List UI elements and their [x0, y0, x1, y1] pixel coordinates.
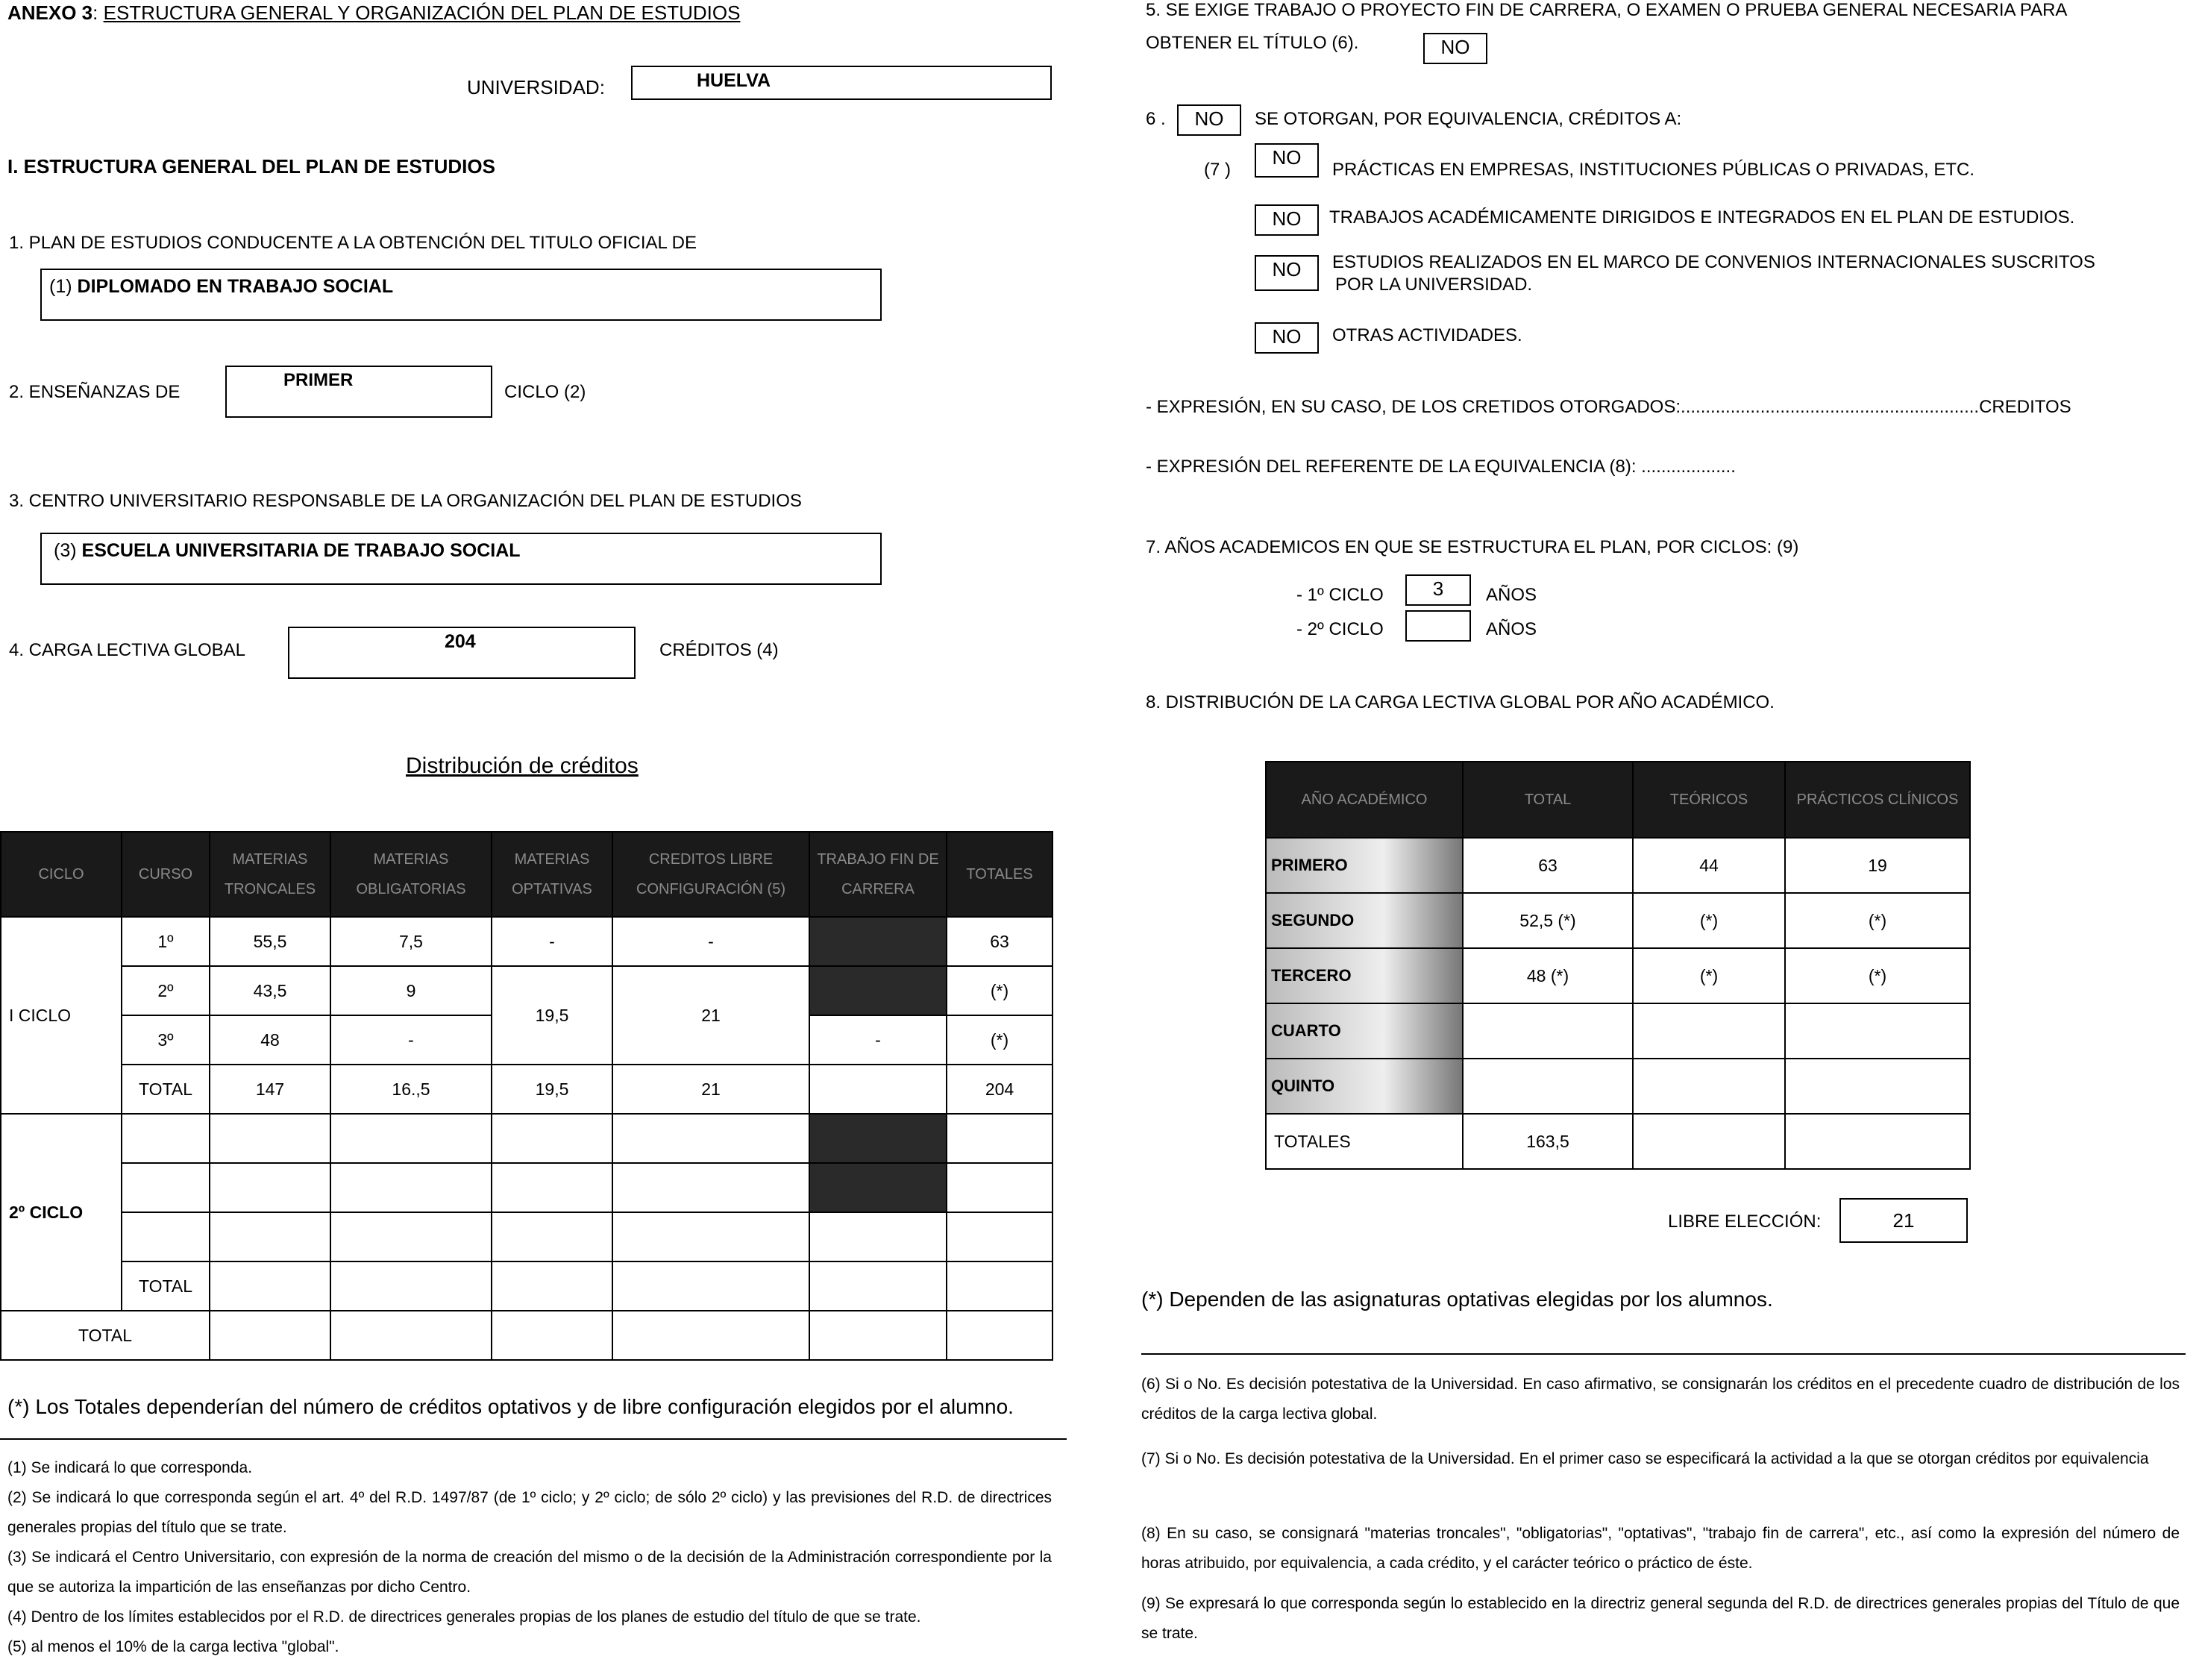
- cell-obligatorias: 9: [330, 966, 492, 1015]
- university-field: [631, 66, 1052, 100]
- cycle2-years-field: [1405, 610, 1471, 642]
- cycle1-years-unit: AÑOS: [1486, 585, 1537, 605]
- cycle-value: PRIMER: [283, 370, 354, 390]
- item5-line1: 5. SE EXIGE TRABAJO O PROYECTO FIN DE CARRERA, O EXAMEN O PRUEBA GENERAL NECESARIA PARA: [1146, 0, 2068, 20]
- left-divider: [0, 1438, 1067, 1440]
- cell-optativas: -: [492, 917, 612, 966]
- ciclo1-label: I CICLO: [1, 917, 122, 1114]
- table-row: [1266, 1114, 1970, 1169]
- cell-troncales: 48: [210, 1015, 330, 1065]
- center-value: ESCUELA UNIVERSITARIA DE TRABAJO SOCIAL: [81, 540, 521, 561]
- footnote-3: (3) Se indicará el Centro Universitario, con expresión de la norma de creación del mismo o de la decisión de la Administración correspondiente por la que se autoriza la impartición de las enseñanzas por dicho Centro.: [7, 1549, 1052, 1596]
- cell-total: 204: [947, 1065, 1053, 1114]
- cell-curso: 3º: [122, 1015, 210, 1065]
- item6-ref: (7 ): [1204, 160, 1231, 180]
- footnote-8: (8) En su caso, se consignará "materias troncales", "obligatorias", "optativas", "trabajo fin de carrera", etc., así como la expresión del número de horas atribuido, por equivalencia, a cada crédito, y el carácter teórico o práctico de éste.: [1141, 1525, 2180, 1572]
- year-theoretical: (*): [1633, 948, 1785, 1003]
- item3-label: 3. CENTRO UNIVERSITARIO RESPONSABLE DE LA ORGANIZACIÓN DEL PLAN DE ESTUDIOS: [9, 491, 802, 511]
- year-header-row: [1266, 762, 1970, 838]
- credits-header-row: [1, 832, 1053, 917]
- item5-field: NO: [1423, 33, 1487, 64]
- annex-title: ESTRUCTURA GENERAL Y ORGANIZACIÓN DEL PLAN DE ESTUDIOS: [103, 1, 741, 24]
- left-note: (*) Los Totales dependerían del número de créditos optativos y de libre configuración elegidos por el alumno.: [7, 1395, 1014, 1418]
- footnote-4: (4) Dentro de los límites establecidos por el R.D. de directrices generales propias de los planes de estudio del título de que se trate.: [7, 1608, 921, 1626]
- free-choice-label: LIBRE ELECCIÓN:: [1668, 1212, 1822, 1232]
- cycle1-years-field: 3: [1405, 574, 1471, 606]
- item1-label: 1. PLAN DE ESTUDIOS CONDUCENTE A LA OBTENCIÓN DEL TITULO OFICIAL DE: [9, 233, 697, 253]
- cycle2-label: - 2º CICLO: [1296, 619, 1384, 639]
- table-row: [1, 966, 1053, 1015]
- cell-empty: [809, 1065, 947, 1114]
- header-total: TOTAL: [1463, 762, 1633, 838]
- table-row: [1, 1261, 1053, 1311]
- cell-curso-total: TOTAL: [122, 1065, 210, 1114]
- header-curso: CURSO: [122, 832, 210, 917]
- right-note: (*) Dependen de las asignaturas optativas elegidas por los alumnos.: [1141, 1288, 1773, 1311]
- footnote-9: (9) Se expresará lo que corresponda según lo establecido en la directriz general segunda del R.D. de directrices generales propias del Título de que se trate.: [1141, 1595, 2180, 1642]
- grand-total-label: TOTAL: [1, 1311, 210, 1360]
- footnote-6: (6) Si o No. Es decisión potestativa de la Universidad. En caso afirmativo, se consignarán los créditos en el precedente cuadro de distribución de los créditos de la carga lectiva global.: [1141, 1376, 2180, 1423]
- table-row: [1266, 1059, 1970, 1114]
- ciclo2-total-label: TOTAL: [122, 1261, 210, 1311]
- cell-trabajo-fin: -: [809, 1015, 947, 1065]
- cycle-field: [225, 366, 492, 418]
- header-academic-year: AÑO ACADÉMICO: [1266, 762, 1463, 838]
- table-row: [1266, 1003, 1970, 1059]
- intl-studies-line2: POR LA UNIVERSIDAD.: [1335, 275, 1533, 295]
- degree-title-field: [40, 269, 882, 321]
- global-load-field: [288, 627, 636, 679]
- header-theoretical: TEÓRICOS: [1633, 762, 1785, 838]
- cell-curso: 1º: [122, 917, 210, 966]
- distribution-title: Distribución de créditos: [406, 753, 639, 778]
- table-row: [1266, 948, 1970, 1003]
- table-row: [1, 1114, 1053, 1163]
- totals-label: TOTALES: [1266, 1114, 1463, 1169]
- item4-suffix: CRÉDITOS (4): [659, 640, 779, 660]
- cell-troncales: 43,5: [210, 966, 330, 1015]
- year-practical: 19: [1785, 838, 1970, 893]
- credits-expression: - EXPRESIÓN, EN SU CASO, DE LOS CRETIDOS OTORGADOS:............................................................CREDITOS: [1146, 397, 2071, 417]
- cell-libre: 21: [612, 1065, 809, 1114]
- year-distribution-table: [1265, 761, 1971, 1170]
- item6-field: NO: [1177, 104, 1241, 136]
- table-row: [1, 1065, 1053, 1114]
- year-total: 52,5 (*): [1463, 893, 1633, 948]
- year-label: CUARTO: [1266, 1003, 1463, 1059]
- table-row: [1, 917, 1053, 966]
- intl-studies-field: NO: [1255, 255, 1319, 291]
- totals-value: 163,5: [1463, 1114, 1633, 1169]
- item4-label: 4. CARGA LECTIVA GLOBAL: [9, 640, 246, 660]
- ciclo2-label: 2º CICLO: [1, 1114, 122, 1311]
- cell-troncales: 147: [210, 1065, 330, 1114]
- header-ciclo: CICLO: [1, 832, 122, 917]
- header-optativas: MATERIAS OPTATIVAS: [492, 832, 612, 917]
- university-value: HUELVA: [697, 70, 771, 91]
- header-practical: PRÁCTICOS CLÍNICOS: [1785, 762, 1970, 838]
- year-total: 48 (*): [1463, 948, 1633, 1003]
- cell-shaded: [809, 966, 947, 1015]
- cell-shaded: [809, 917, 947, 966]
- table-row: [1266, 838, 1970, 893]
- year-label: PRIMERO: [1266, 838, 1463, 893]
- cell-obligatorias: 7,5: [330, 917, 492, 966]
- free-choice-field: 21: [1839, 1198, 1968, 1243]
- table-row: [1, 1163, 1053, 1212]
- year-practical: (*): [1785, 948, 1970, 1003]
- item2-label: 2. ENSEÑANZAS DE: [9, 382, 181, 402]
- cell-libre: -: [612, 917, 809, 966]
- year-theoretical: [1633, 1003, 1785, 1059]
- credits-table: [0, 831, 1053, 1361]
- table-row: [1266, 893, 1970, 948]
- practices-text: PRÁCTICAS EN EMPRESAS, INSTITUCIONES PÚBLICAS O PRIVADAS, ETC.: [1332, 160, 1975, 180]
- item5-line2: OBTENER EL TÍTULO (6).: [1146, 33, 1359, 53]
- table-row: [1, 1311, 1053, 1360]
- intl-studies-line1: ESTUDIOS REALIZADOS EN EL MARCO DE CONVENIOS INTERNACIONALES SUSCRITOS: [1332, 252, 2095, 272]
- footnote-5: (5) al menos el 10% de la carga lectiva "global".: [7, 1638, 339, 1655]
- year-label: SEGUNDO: [1266, 893, 1463, 948]
- global-load-value: 204: [445, 631, 476, 652]
- university-label: UNIVERSIDAD:: [467, 76, 605, 98]
- year-practical: (*): [1785, 893, 1970, 948]
- cell-shaded: [809, 1114, 947, 1163]
- cell-obligatorias: 16.,5: [330, 1065, 492, 1114]
- directed-work-text: TRABAJOS ACADÉMICAMENTE DIRIGIDOS E INTEGRADOS EN EL PLAN DE ESTUDIOS.: [1329, 207, 2075, 228]
- header-obligatorias: MATERIAS OBLIGATORIAS: [330, 832, 492, 917]
- cell-troncales: 55,5: [210, 917, 330, 966]
- cell-total: 63: [947, 917, 1053, 966]
- item6-num: 6 .: [1146, 109, 1166, 129]
- annex-label: ANEXO 3: [7, 1, 93, 24]
- year-label: QUINTO: [1266, 1059, 1463, 1114]
- footnote-7: (7) Si o No. Es decisión potestativa de la Universidad. En el primer caso se especificará la actividad a la que se otorgan créditos por equivalencia: [1141, 1450, 2149, 1467]
- cell-optativas-merged: 19,5: [492, 966, 612, 1065]
- section-title: I. ESTRUCTURA GENERAL DEL PLAN DE ESTUDIOS: [7, 155, 495, 178]
- center-field: [40, 533, 882, 585]
- cell-total: (*): [947, 1015, 1053, 1065]
- equivalence-expression: - EXPRESIÓN DEL REFERENTE DE LA EQUIVALENCIA (8): ...................: [1146, 457, 1736, 477]
- cell-libre-merged: 21: [612, 966, 809, 1065]
- other-activities-field: NO: [1255, 322, 1319, 354]
- cycle2-years-unit: AÑOS: [1486, 619, 1537, 639]
- item2-suffix: CICLO (2): [504, 382, 586, 402]
- item8-label: 8. DISTRIBUCIÓN DE LA CARGA LECTIVA GLOBAL POR AÑO ACADÉMICO.: [1146, 692, 1775, 712]
- footnote-2: (2) Se indicará lo que corresponda según el art. 4º del R.D. 1497/87 (de 1º ciclo; y 2º ciclo; de sólo 2º ciclo) y las previsiones del R.D. de directrices generales propias del título que se trate.: [7, 1489, 1052, 1536]
- item3-prefix: (3): [54, 540, 77, 561]
- item1-prefix: (1): [49, 276, 72, 297]
- footnote-1: (1) Se indicará lo que corresponda.: [7, 1459, 253, 1476]
- year-total: [1463, 1003, 1633, 1059]
- other-activities-text: OTRAS ACTIVIDADES.: [1332, 325, 1522, 345]
- degree-title-value: DIPLOMADO EN TRABAJO SOCIAL: [77, 276, 394, 297]
- item7-label: 7. AÑOS ACADEMICOS EN QUE SE ESTRUCTURA EL PLAN, POR CICLOS: (9): [1146, 537, 1799, 557]
- table-row: [1, 1212, 1053, 1261]
- cell-optativas: 19,5: [492, 1065, 612, 1114]
- year-total: 63: [1463, 838, 1633, 893]
- header-libre-configuracion: CREDITOS LIBRE CONFIGURACIÓN (5): [612, 832, 809, 917]
- cell-obligatorias: -: [330, 1015, 492, 1065]
- cell-curso: 2º: [122, 966, 210, 1015]
- practices-field: NO: [1255, 143, 1319, 178]
- cell-total: (*): [947, 966, 1053, 1015]
- year-label: TERCERO: [1266, 948, 1463, 1003]
- year-practical: [1785, 1059, 1970, 1114]
- header-trabajo-fin: TRABAJO FIN DE CARRERA: [809, 832, 947, 917]
- year-total: [1463, 1059, 1633, 1114]
- header-totales: TOTALES: [947, 832, 1053, 917]
- year-theoretical: [1633, 1059, 1785, 1114]
- item6-text: SE OTORGAN, POR EQUIVALENCIA, CRÉDITOS A:: [1255, 109, 1682, 129]
- year-theoretical: 44: [1633, 838, 1785, 893]
- cell-shaded: [809, 1163, 947, 1212]
- header-troncales: MATERIAS TRONCALES: [210, 832, 330, 917]
- right-divider: [1141, 1353, 2186, 1355]
- directed-work-field: NO: [1255, 204, 1319, 236]
- annex-heading: ANEXO 3: ESTRUCTURA GENERAL Y ORGANIZACIÓN DEL PLAN DE ESTUDIOS: [7, 1, 741, 24]
- cycle1-label: - 1º CICLO: [1296, 585, 1384, 605]
- year-practical: [1785, 1003, 1970, 1059]
- year-theoretical: (*): [1633, 893, 1785, 948]
